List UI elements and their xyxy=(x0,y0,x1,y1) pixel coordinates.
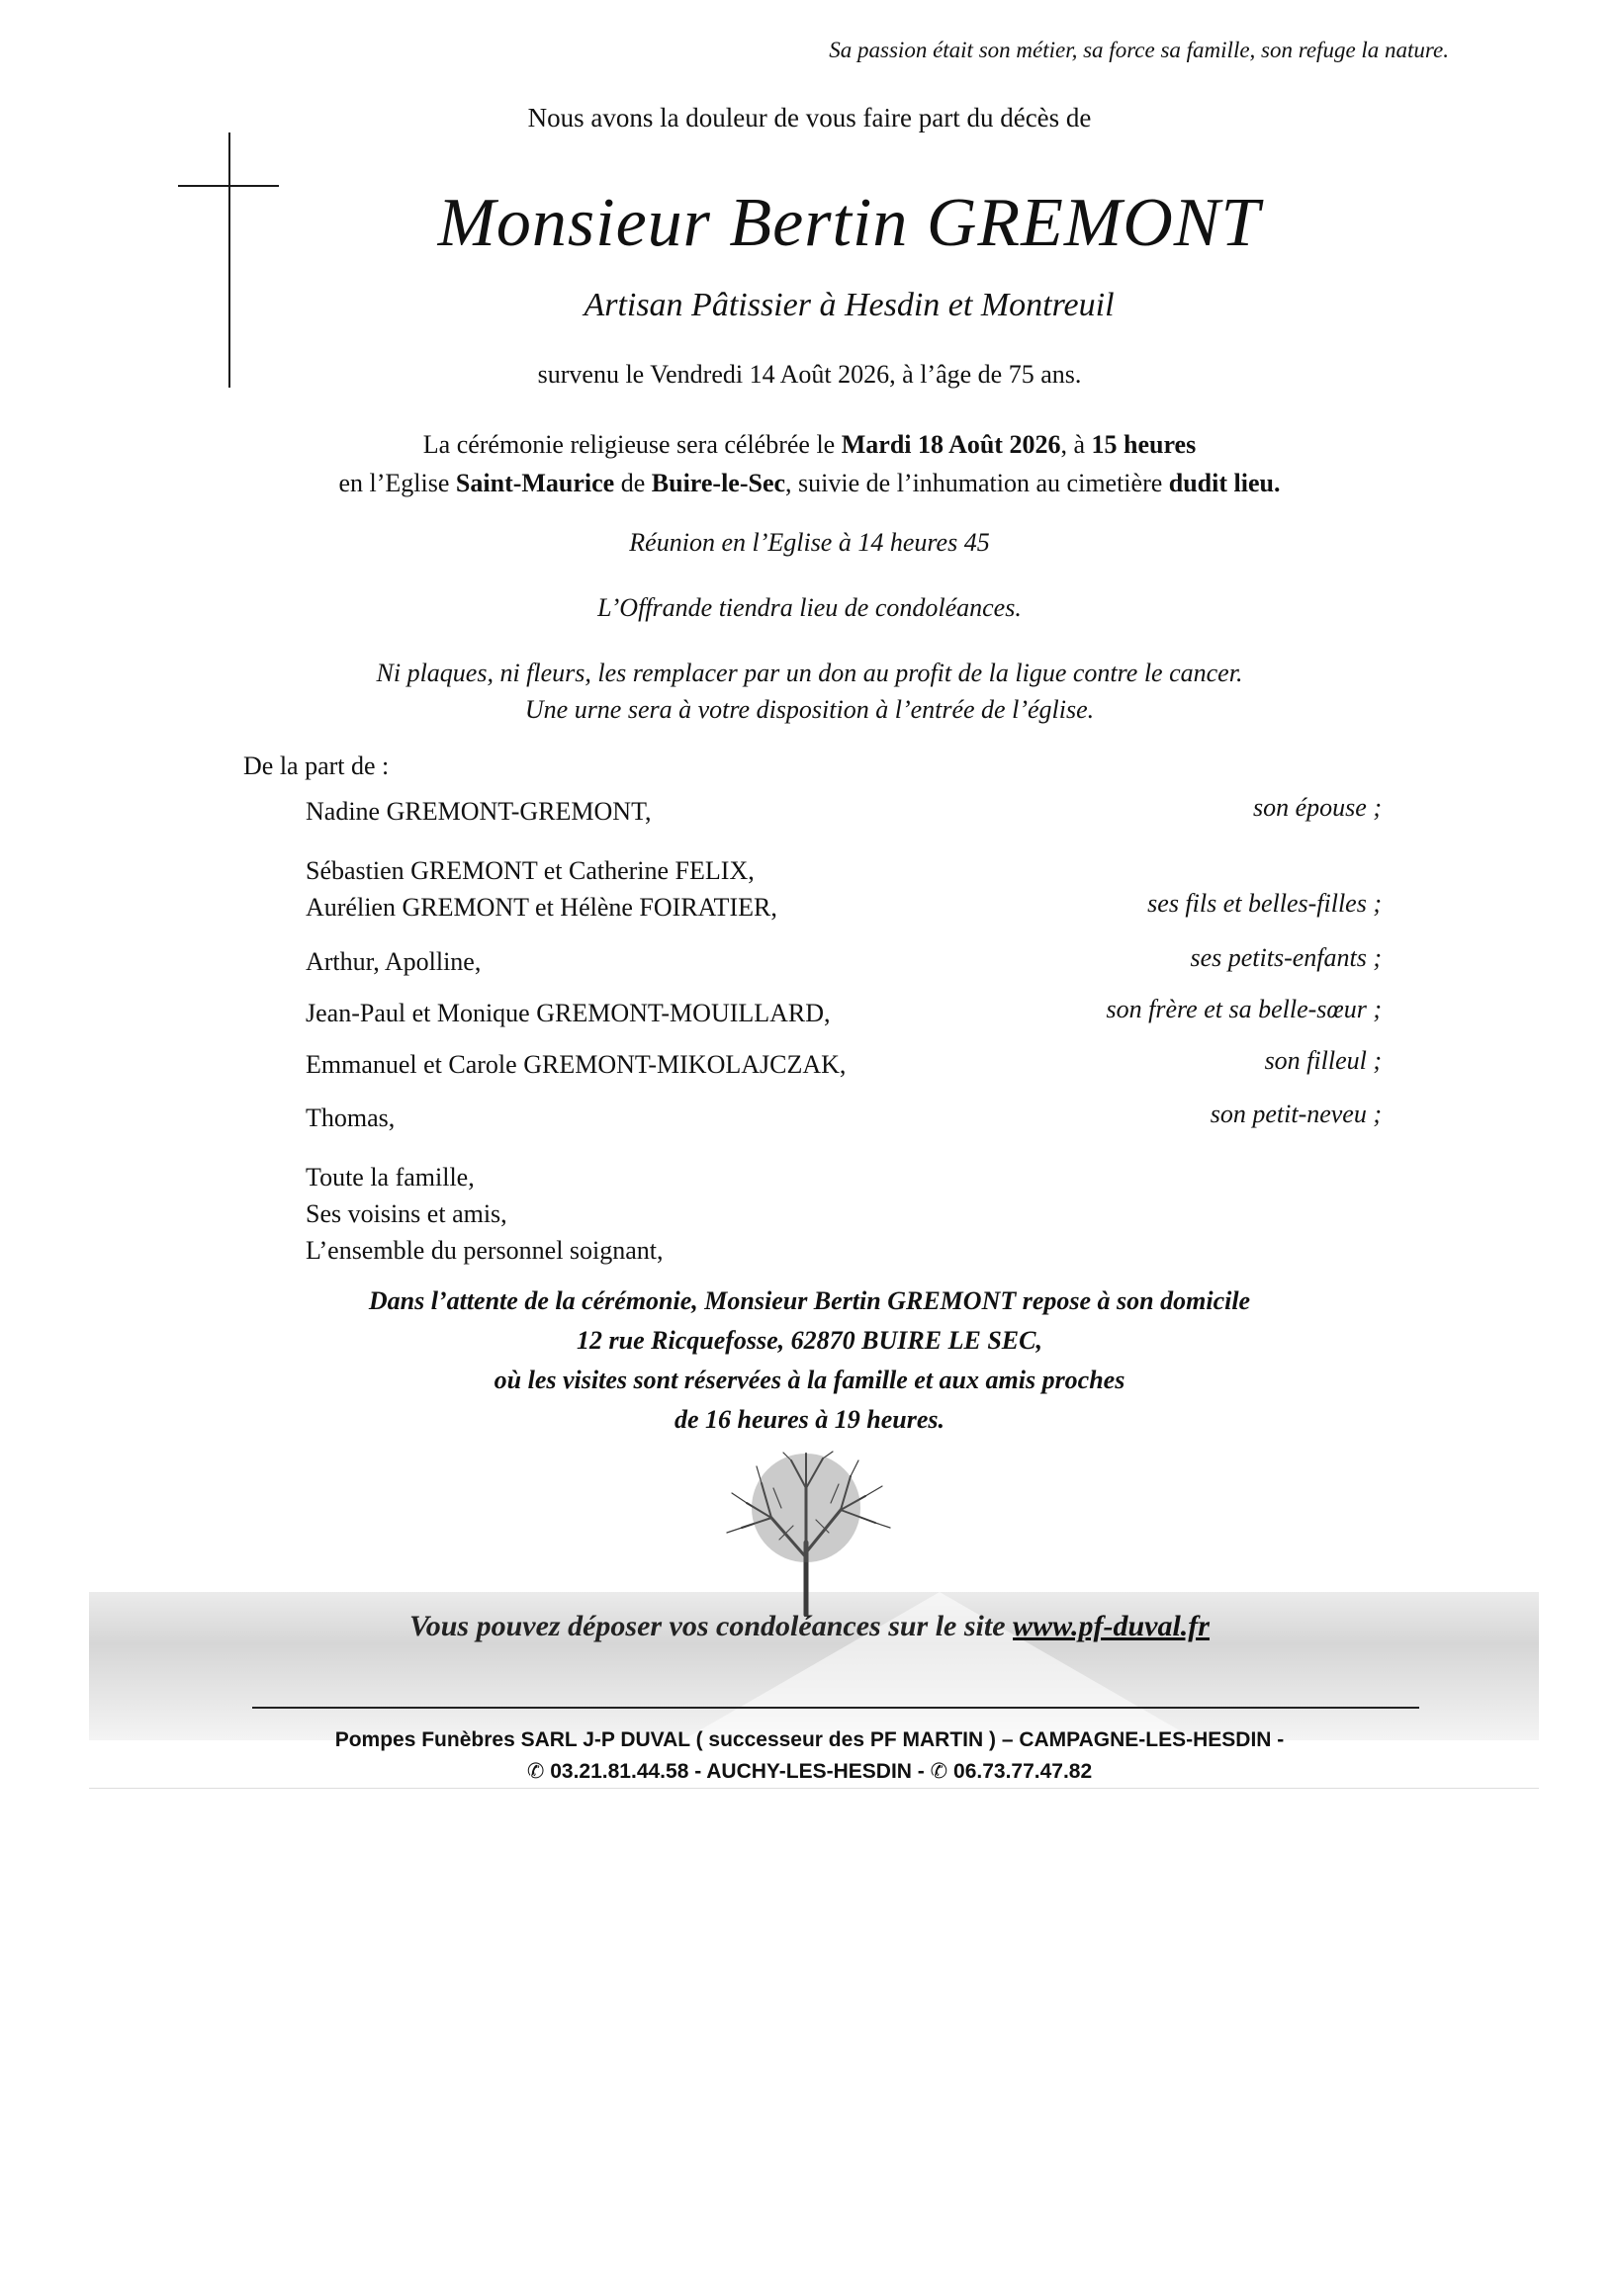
family-relation: son épouse ; xyxy=(1253,793,1382,822)
family-relation: son petit-neveu ; xyxy=(1210,1100,1382,1128)
family-names: Nadine GREMONT-GREMONT, xyxy=(306,797,652,826)
offrande-line: L’Offrande tiendra lieu de condoléances. xyxy=(597,593,1022,622)
family-names: Sébastien GREMONT et Catherine FELIX, Aurélien GREMONT et Hélène FOIRATIER, xyxy=(306,856,777,922)
footer-divider xyxy=(252,1707,1419,1709)
reunion-line: Réunion en l’Eglise à 14 heures 45 xyxy=(629,528,990,557)
deceased-name: Monsieur Bertin GREMONT xyxy=(437,185,1261,261)
family-relation: son frère et sa belle-sœur ; xyxy=(1106,995,1382,1023)
family-relation: ses petits-enfants ; xyxy=(1190,943,1382,972)
epigraph: Sa passion était son métier, sa force sa famille, son refuge la nature. xyxy=(829,38,1449,62)
condolences-website-link[interactable]: www.pf-duval.fr xyxy=(1013,1610,1210,1642)
phone-line: ✆ 03.21.81.44.58 - AUCHY-LES-HESDIN - ✆ 06.73.77.47.82 xyxy=(526,1760,1093,1783)
condolences-line: Vous pouvez déposer vos condoléances sur le site www.pf-duval.fr xyxy=(409,1610,1210,1642)
family-names: Thomas, xyxy=(306,1104,396,1132)
other-signatories: Toute la famille, Ses voisins et amis, L’ensemble du personnel soignant, xyxy=(306,1163,664,1265)
intro-line: Nous avons la douleur de vous faire part du décès de xyxy=(527,103,1092,132)
family-relation: ses fils et belles-filles ; xyxy=(1147,889,1382,918)
funeral-home-info: Pompes Funèbres SARL J-P DUVAL ( successeur des PF MARTIN ) – CAMPAGNE-LES-HESDIN - ✆ 03.21.81.44.58 - AUCHY-LES-HESDIN - ✆ 06.73.77.47.82 xyxy=(0,1724,1619,1788)
from-label: De la part de : xyxy=(243,751,390,780)
no-flowers-note: Ni plaques, ni fleurs, les remplacer par un don au profit de la ligue contre le cancer. Une urne sera à votre disposition à l’entrée de l’église. xyxy=(376,659,1243,724)
ceremony-line-2: en l’Eglise Saint-Maurice de Buire-le-Sec, suivie de l’inhumation au cimetière dudit lieu. xyxy=(338,469,1281,497)
ceremony-info xyxy=(0,425,1619,502)
tree-icon xyxy=(712,1449,900,1617)
ceremony-line-1: La cérémonie religieuse sera célébrée le Mardi 18 Août 2026, à 15 heures xyxy=(422,430,1197,459)
family-relation: son filleul ; xyxy=(1264,1046,1382,1075)
repose-info: Dans l’attente de la cérémonie, Monsieur Bertin GREMONT repose à son domicile 12 rue Ricquefosse, 62870 BUIRE LE SEC, où les visites sont réservées à la famille et aux amis proches de 16 heures à 19 heures. xyxy=(368,1286,1251,1434)
page-edge-line xyxy=(89,1788,1539,1789)
family-names: Emmanuel et Carole GREMONT-MIKOLAJCZAK, xyxy=(306,1050,847,1079)
death-line: survenu le Vendredi 14 Août 2026, à l’âge de 75 ans. xyxy=(537,360,1082,389)
deceased-profession: Artisan Pâtissier à Hesdin et Montreuil xyxy=(584,287,1115,323)
family-names: Arthur, Apolline, xyxy=(306,947,482,976)
family-names: Jean-Paul et Monique GREMONT-MOUILLARD, xyxy=(306,999,831,1027)
